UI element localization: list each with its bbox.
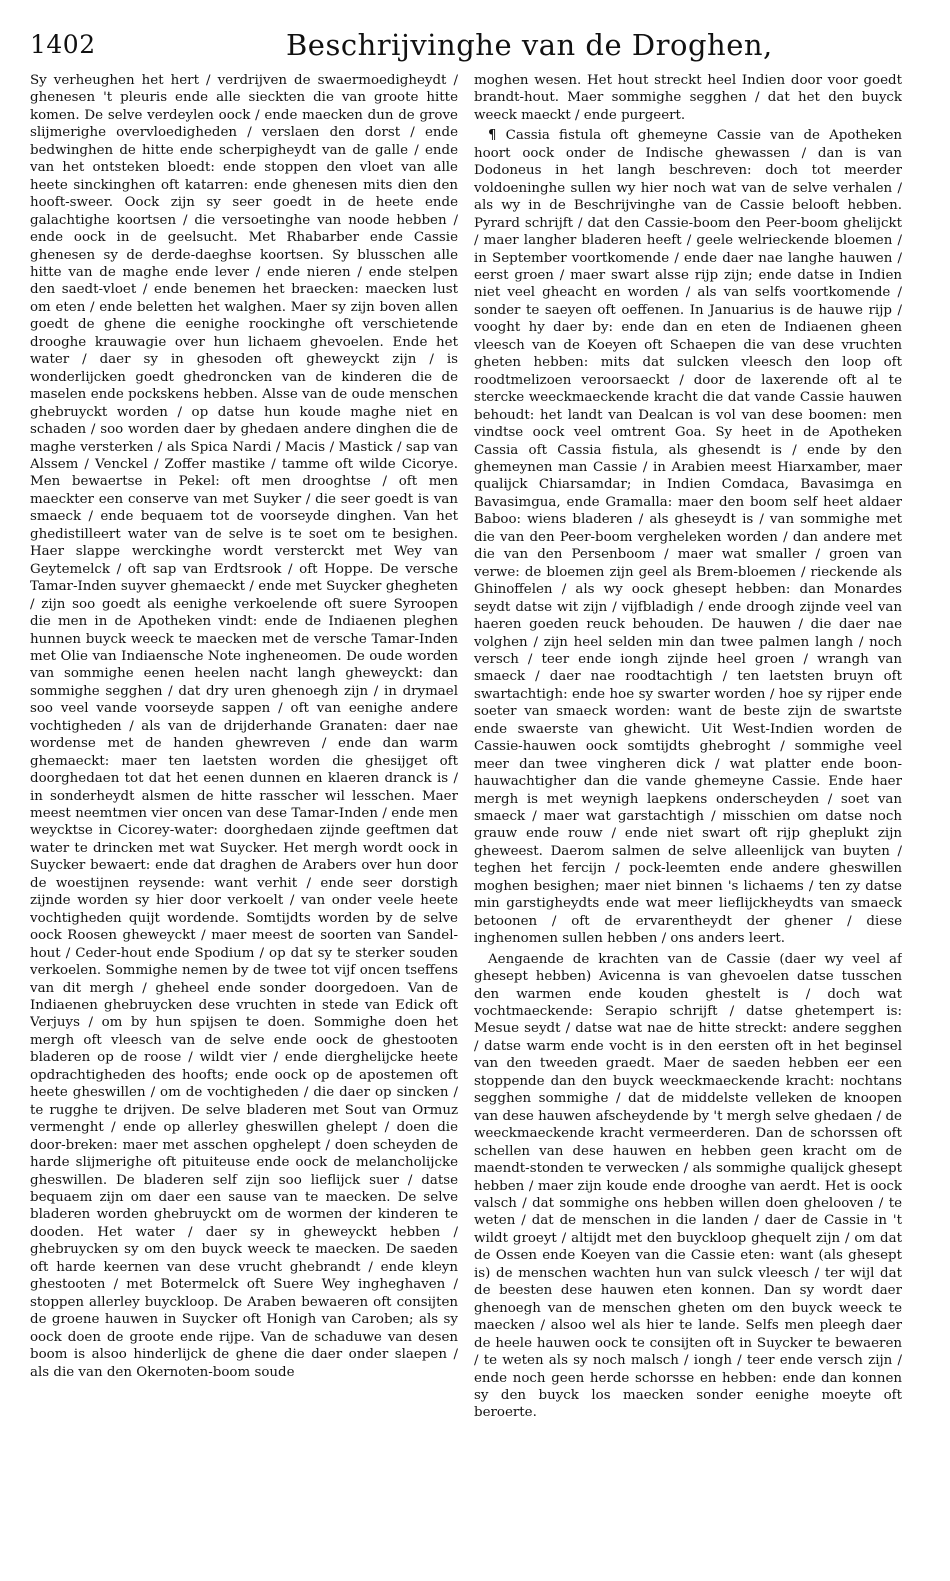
paragraph: moghen wesen. Het hout streckt heel Indien door voor goedt brandt-hout. Maer sommighe segghen / dat het den buyck weeck maeckt / ende purgeert.: [474, 73, 902, 123]
pilcrow-icon: ¶: [488, 128, 506, 144]
paragraph: Sy verheughen het hert / verdrijven de swaermoedigheydt / ghenesen 't pleuris ende alle sieckten die van groote hitte komen. De selve verdeylen oock / ende maecken dun de grove slijmerighe overvloedigheden / verslaen den dorst / ende bedwinghen de hitte ende scherpigheydt van de galle / ende van het ontsteken bloedt: ende stoppen den vloet van alle heete sinckinghen oft katarren: ende ghenesen mits dien den hooft-sweer. Oock zijn sy seer goedt in de heete ende galachtighe koortsen / die versoetinghe van noode hebben / ende oock in de geelsucht. Met Rhabarber ende Cassie ghenesen sy de derde-daeghse koortsen. Sy blusschen alle hitte van de maghe ende lever / ende nieren / ende stelpen den saedt-vloet / ende benemen het braecken: maecken lust om eten / ende beletten het walghen. Maer sy zijn boven allen goedt de ghene die eenighe roockinghe oft verschietende drooghe krauwagie over hun lichaem ghevoelen. Ende het water / daer sy in ghesoden oft gheweyckt zijn / is wonderlijcken goedt ghedroncken van de kinderen die de maselen ende pockskens hebben. Alsse van de oude menschen ghebruyckt worden / op datse hun koude maghe niet en schaden / soo worden daer by ghedaen andere dinghen die de maghe versterken / als Spica Nardi / Macis / Mastick / sap van Alssem / Venckel / Zoffer mastike / tamme oft wilde Cicorye. Men bewaertse in Pekel: oft men drooghtse / oft men maeckter een conserve van met Suyker / die seer goedt is van smaeck / ende bequaem tot de voorseyde dinghen. Van het ghedistilleert water van de selve is te soet om te besighen. Haer slappe werckinghe wordt versterckt met Wey van Geytemelck / oft sap van Erdtsrook / oft Hoppe. De versche Tamar-Inden suyver ghemaeckt / ende met Suycker ghegheten / zijn soo goedt als eenighe verkoelende oft suere Syroopen die men in de Apotheken vindt: ende de Indiaenen pleghen hunnen buyck weeck te maecken met de versche Tamar-Inden met Olie van Indiaensche Note ingheneomen. De oude worden van sommighe eenen heelen nacht langh gheweyckt: dan sommighe segghen / dat dry uren ghenoegh zijn / in drymael soo veel vande voorseyde sappen / oft van eenighe andere vochtigheden / als van de drijderhande Granaten: daer nae wordense met de handen ghewreven / ende dan warm ghemaeckt: maer ten laetsten worden die ghesijget oft doorghedaen tot dat het eenen dunnen en klaeren dranck is / in sonderheydt alsmen de hitte rasscher wil lesschen. Maer meest neemtmen vier oncen van dese Tamar-Inden / ende men weycktse in Cicorey-water: doorghedaen zijnde geeftmen dat water te drincken met wat Suycker. Het mergh wordt oock in Suycker bewaert: ende dat draghen de Arabers over hun door de woestijnen reysende: want verhit / ende seer dorstigh zijnde worden sy hier door verkoelt / van onder veele heete vochtigheden quijt wordende. Somtijdts worden by de selve oock Roosen gheweyckt / maer meest de soorten van Sandel-hout / Ceder-hout ende Spodium / op dat sy te sterker souden verkoelen. Sommighe nemen by de twee tot vijf oncen tseffens van dit mergh / gheheel ende sonder doorgedoen. Van de Indiaenen ghebruycken dese vruchten in stede van Edick oft Verjuys / om by hun spijsen te doen. Sommighe doen het mergh oft vleesch van de selve ende oock de ghestooten bladeren op de roose / wildt vier / ende dierghelijcke heete opdrachtigheden des hoofts; ende oock op de apostemen oft heete gheswillen / om de vochtigheden / die daer op sincken / te rugghe te drijven. De selve bladeren met Sout van Ormuz vermenght / ende op allerley gheswillen ghelept / doen die door-breken: maer met asschen opghelept / doen scheyden de harde slijmerighe oft pituiteuse ende oock de melancholijcke gheswillen. De bladeren self zijn soo lieflijck suer / datse bequaem zijn om daer een sause van te maecken. De selve bladeren worden ghebruyckt om de wormen der kinderen te dooden. Het water / daer sy in gheweyckt hebben / ghebruycken sy om den buyck weeck te maecken. De saeden oft harde keernen van dese vrucht ghebrandt / ende kleyn ghestooten / met Botermelck oft Suere Wey ingheghaven / stoppen allerley buyckloop. De Araben bewaeren oft consijten de groene hauwen in Suycker oft Honigh van Caroben; als sy oock doen de groote ende rijpe. Van de schaduwe van desen boom is alsoo hinderlijck de ghene die daer onder slaepen / als die van den Okernoten-boom soude: [30, 73, 458, 1380]
page-number: 1402: [30, 30, 96, 59]
paragraph-text: Cassia fistula oft ghemeyne Cassie van de Apotheken hoort oock onder de Indische ghewassen / dan is van Dodoneus in het langh beschreven: doch tot meerder voldoeninghe sullen wy hier noch wat van de selve verhalen / als wy in de Beschrijvinghe van de Cassie belooft hebben. Pyrard schrijft / dat den Cassie-boom den Peer-boom ghelijckt / maer langher bladeren heeft / geele welrieckende bloemen / in September voortkomende / ende daer nae langhe hauwen / eerst groen / maer swart alsse rijp zijn; ende datse in Indien niet veel gheacht en worden / als van selfs voortkomende / sonder te saeyen oft oeffenen. In Januarius is de hauwe rijp / vooght hy daer by: ende dan en eten de Indiaenen gheen vleesch van de Koeyen oft Schaepen die van dese vruchten gheten hebben: mits dat sulcken vleesch den loop oft roodtmelizoen veroorsaeckt / door de laxerende oft al te stercke weeckmaeckende kracht die dat vande Cassie hauwen behoudt: het landt van Dealcan is vol van dese boomen: men vindtse oock veel omtrent Goa. Sy heet in de Apotheken Cassia oft Cassia fistula, als ghesendt is / ende by den ghemeynen man Cassie / in Arabien meest Hiarxamber, maer qualijck Chiarsamdar; in Indien Comdaca, Bavasimga en Bavasimgua, ende Gramalla: maer den boom self heet aldaer Baboo: wiens bladeren / als gheseydt is / van sommighe met die van den Peer-boom vergheleken worden / dan andere met die van den Persenboom / maer wat smaller / groen van verwe: de bloemen zijn geel als Brem-bloemen / rieckende als Ghinoffelen / als wy oock ghesept hebben: dan Monardes seydt datse wit zijn / vijfbladigh / ende droogh zijnde veel van haeren goeden reuck behouden. De hauwen / die daer nae volghen / zijn heel selden min dan twee palmen langh / noch versch / teer ende iongh zijnde heel groen / wrangh van smaeck / daer nae roodtachtigh / ten laetsten bruyn oft swartachtigh: ende hoe sy swarter worden / hoe sy rijper ende soeter van smaeck worden: want de beste zijn de swartste ende swaerste van ghewicht. Uit West-Indien worden de Cassie-hauwen oock somtijdts ghebroght / sommighe veel meer dan twee vingheren dick / wat platter ende boon-hauwachtigher dan die vande ghemeyne Cassie. Ende haer mergh is met weynigh laepkens onderscheyden / soet van smaeck / maer wat garstachtigh / misschien om datse noch grauw ende rouw / ende niet swart oft rijp gheplukt zijn gheweest. Daerom salmen de selve alleenlijck van buyten / teghen het fercijn / pock-leemten ende andere gheswillen moghen besighen; maer niet binnen 's lichaems / ten zy datse min garstigheydts ende wat meer lieflijckheydts van smaeck betoonen / oft de ervarentheydt der ghener / diese inghenomen sullen hebben / ons anders leert.: [474, 128, 902, 947]
running-title: Beschrijvinghe van de Droghen,: [286, 28, 773, 62]
right-column: [474, 72, 902, 1562]
paragraph: [474, 127, 902, 947]
left-column: [30, 72, 458, 1562]
text-columns: [30, 72, 902, 1562]
paragraph: Aengaende de krachten van de Cassie (daer wy veel af ghesept hebben) Avicenna is van ghevoelen datse tusschen den warmen ende kouden ghestelt is / doch wat vochtmaeckende: Serapio schrijft / datse ghetempert is: Mesue seydt / datse wat nae de hitte streckt: andere segghen / datse warm ende vocht is in den eersten oft in het beginsel van den tweeden graedt. Maer de saeden hebben eer een stoppende dan den buyck weeckmaeckende kracht: nochtans segghen sommighe / dat de middelste velleken de knoopen van dese hauwen afscheydende by 't mergh selve ghedaen / de weeckmaeckende kracht vermeerderen. Dan de schorssen oft schellen van dese hauwen en hebben geen kracht om de maendt-stonden te verwecken / als sommighe qualijck ghesept hebben / maer zijn koude ende drooghe van aerdt. Het is oock valsch / dat sommighe ons hebben willen doen ghelooven / te weten / dat de menschen in die landen / daer de Cassie in 't wildt groeyt / altijdt met den buyckloop ghequelt zijn / om dat de Ossen ende Koeyen van die Cassie eten: want (als ghesept is) de menschen wachten hun van sulck vleesch / ter wijl dat de beesten dese hauwen eten konnen. Dan sy wordt daer ghenoegh van de menschen gheten om den buyck weeck te maecken / alsoo wel als hier te lande. Selfs men pleegh daer de heele hauwen oock te consijten oft in Suycker te bewaeren / te weten als sy noch malsch / iongh / teer ende versch zijn / ende noch geen herde schorsse en hebben: ende dan konnen sy den buyck los maecken sonder eenighe moeyte oft beroerte.: [474, 951, 902, 1421]
page-header: [30, 28, 902, 68]
